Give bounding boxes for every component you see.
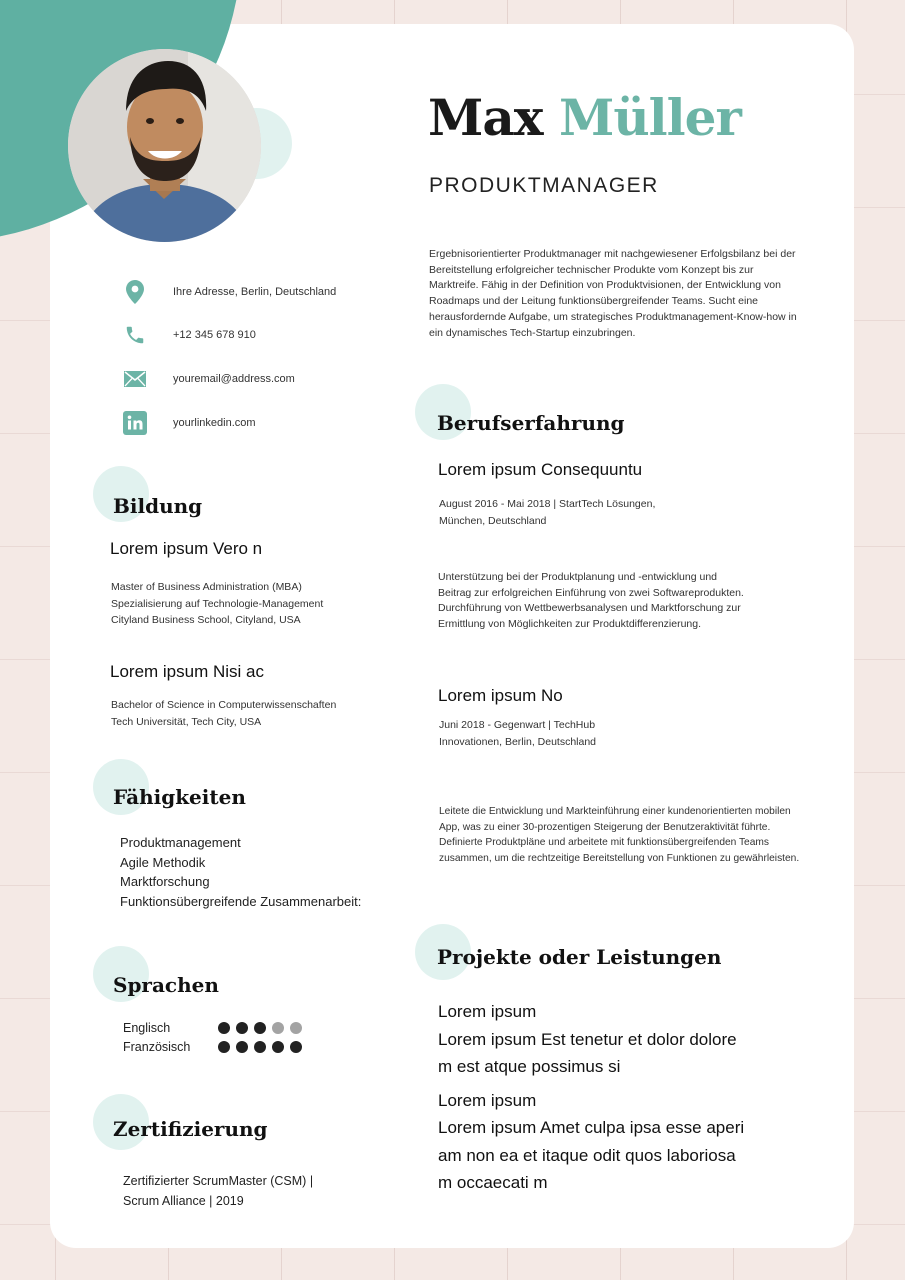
education-line: Spezialisierung auf Technologie-Management (111, 597, 324, 610)
skill-item: Produktmanagement (120, 835, 241, 850)
contact-email (122, 366, 295, 392)
experience-meta-line: Innovationen, Berlin, Deutschland (439, 735, 597, 748)
experience-meta-line: August 2016 - Mai 2018 | StartTech Lösungen, (439, 498, 656, 510)
linkedin-text: yourlinkedin.com (173, 417, 256, 429)
level-dot-filled (236, 1022, 248, 1034)
envelope-icon (122, 366, 148, 392)
level-dot-filled (218, 1041, 230, 1053)
experience-desc-line: Unterstützung bei der Produktplanung und -entwicklung und (438, 571, 718, 583)
level-dot-filled (254, 1041, 266, 1053)
certification-details (123, 1171, 313, 1211)
language-name: Französisch (123, 1039, 191, 1054)
profile-summary: Ergebnisorientierter Produktmanager mit nachgewiesener Erfolgsbilanz bei der Bereitstellung erfolgreicher technischer Produkte vom Konzept bis zur Marktreife. Fähig in der Definition von Produktvisionen, der Entwicklung von Roadmaps und der Leitung funktionsübergreifender Teams. Sucht eine herausfordernde Aufgabe, um strategisches Produktmanagement-Know-how in ein dynamisches Tech-Startup einzubringen. (429, 248, 797, 339)
education-line: Cityland Business School, Cityland, USA (111, 614, 301, 626)
projects-list (438, 998, 744, 1197)
experience-item-description (438, 570, 744, 633)
contact-phone (122, 322, 256, 348)
certification-line: Zertifizierter ScrumMaster (CSM) | (123, 1174, 314, 1188)
level-dot-filled (272, 1041, 284, 1053)
email-text: youremail@address.com (173, 373, 295, 385)
project-line: Lorem ipsum Amet culpa ipsa esse aperi (438, 1118, 745, 1137)
education-line: Master of Business Administration (MBA) (111, 581, 302, 593)
profile-photo-image (68, 49, 261, 242)
profile-photo (68, 49, 261, 242)
education-line: Tech Universität, Tech City, USA (111, 715, 262, 728)
experience-desc-line: zusammen, um die rechtzeitige Bereitstellung von Funktionen zu gewährleisten. (439, 853, 800, 865)
experience-heading: Berufserfahrung (437, 411, 625, 435)
education-item-details (111, 697, 336, 730)
experience-desc-line: Ermittlung von Möglichkeiten zur Produktdifferenzierung. (438, 618, 702, 631)
level-dot-filled (236, 1041, 248, 1053)
education-item-details (111, 579, 323, 629)
language-level-dots (218, 1041, 302, 1053)
language-name: Englisch (123, 1020, 171, 1035)
skills-heading: Fähigkeiten (113, 785, 246, 809)
level-dot-empty (272, 1022, 284, 1034)
project-line: am non ea et itaque odit quos laboriosa (438, 1145, 736, 1165)
experience-item-meta (439, 717, 596, 750)
project-line: Lorem ipsum Est tenetur et dolor dolore (438, 1029, 737, 1049)
projects-heading: Projekte oder Leistungen (437, 945, 722, 969)
experience-meta-line: Juni 2018 - Gegenwart | TechHub (439, 719, 596, 731)
experience-desc-line: App, was zu einer 30-prozentigen Steigerung der Benutzeraktivität führte. (439, 821, 771, 833)
experience-item-title: Lorem ipsum Consequuntu (438, 460, 643, 479)
contact-linkedin (122, 410, 256, 436)
experience-desc-line: Leitete die Entwicklung und Markteinführung einer kundenorientierten mobilen (439, 806, 791, 817)
last-name: Müller (558, 88, 741, 147)
first-name: Max (428, 88, 543, 147)
skill-item: Marktforschung (120, 874, 210, 890)
map-pin-icon (122, 279, 148, 305)
project-line: Lorem ipsum (438, 1002, 537, 1021)
certification-line: Scrum Alliance | 2019 (123, 1194, 244, 1208)
candidate-name (428, 88, 741, 148)
experience-desc-line: Beitrag zur erfolgreichen Einführung von zwei Softwareprodukten. (438, 586, 744, 599)
skills-list (120, 833, 361, 912)
language-row (123, 1018, 302, 1037)
certification-heading: Zertifizierung (113, 1117, 268, 1141)
level-dot-empty (290, 1022, 302, 1034)
job-title: PRODUKTMANAGER (429, 174, 659, 197)
skill-item: Funktionsübergreifende Zusammenarbeit: (120, 894, 362, 910)
education-heading: Bildung (113, 494, 203, 518)
education-line: Bachelor of Science in Computerwissenschaften (111, 699, 337, 711)
project-line: Lorem ipsum (438, 1090, 537, 1110)
education-item-title: Lorem ipsum Nisi ac (110, 662, 264, 681)
phone-icon (122, 322, 148, 348)
level-dot-filled (218, 1022, 230, 1034)
languages-heading: Sprachen (113, 973, 219, 997)
language-level-dots (218, 1022, 302, 1034)
address-text: Ihre Adresse, Berlin, Deutschland (173, 286, 337, 298)
contact-address (122, 279, 336, 305)
project-line: m occaecati m (438, 1173, 548, 1192)
phone-text: +12 345 678 910 (173, 329, 256, 341)
project-line: m est atque possimus si (438, 1057, 621, 1076)
linkedin-icon (122, 410, 148, 436)
experience-desc-line: Definierte Produktpläne und arbeitete mit funktionsübergreifenden Teams (439, 837, 769, 849)
skill-item: Agile Methodik (120, 854, 206, 870)
level-dot-filled (254, 1022, 266, 1034)
level-dot-filled (290, 1041, 302, 1053)
languages-list (123, 1018, 302, 1056)
experience-meta-line: München, Deutschland (439, 514, 547, 527)
education-item-title: Lorem ipsum Vero n (110, 539, 263, 558)
experience-item-description (439, 804, 799, 867)
language-row (123, 1037, 302, 1056)
experience-desc-line: Durchführung von Wettbewerbsanalysen und Marktforschung zur (438, 602, 741, 615)
experience-item-meta (439, 496, 655, 529)
experience-item-title: Lorem ipsum No (438, 686, 563, 705)
